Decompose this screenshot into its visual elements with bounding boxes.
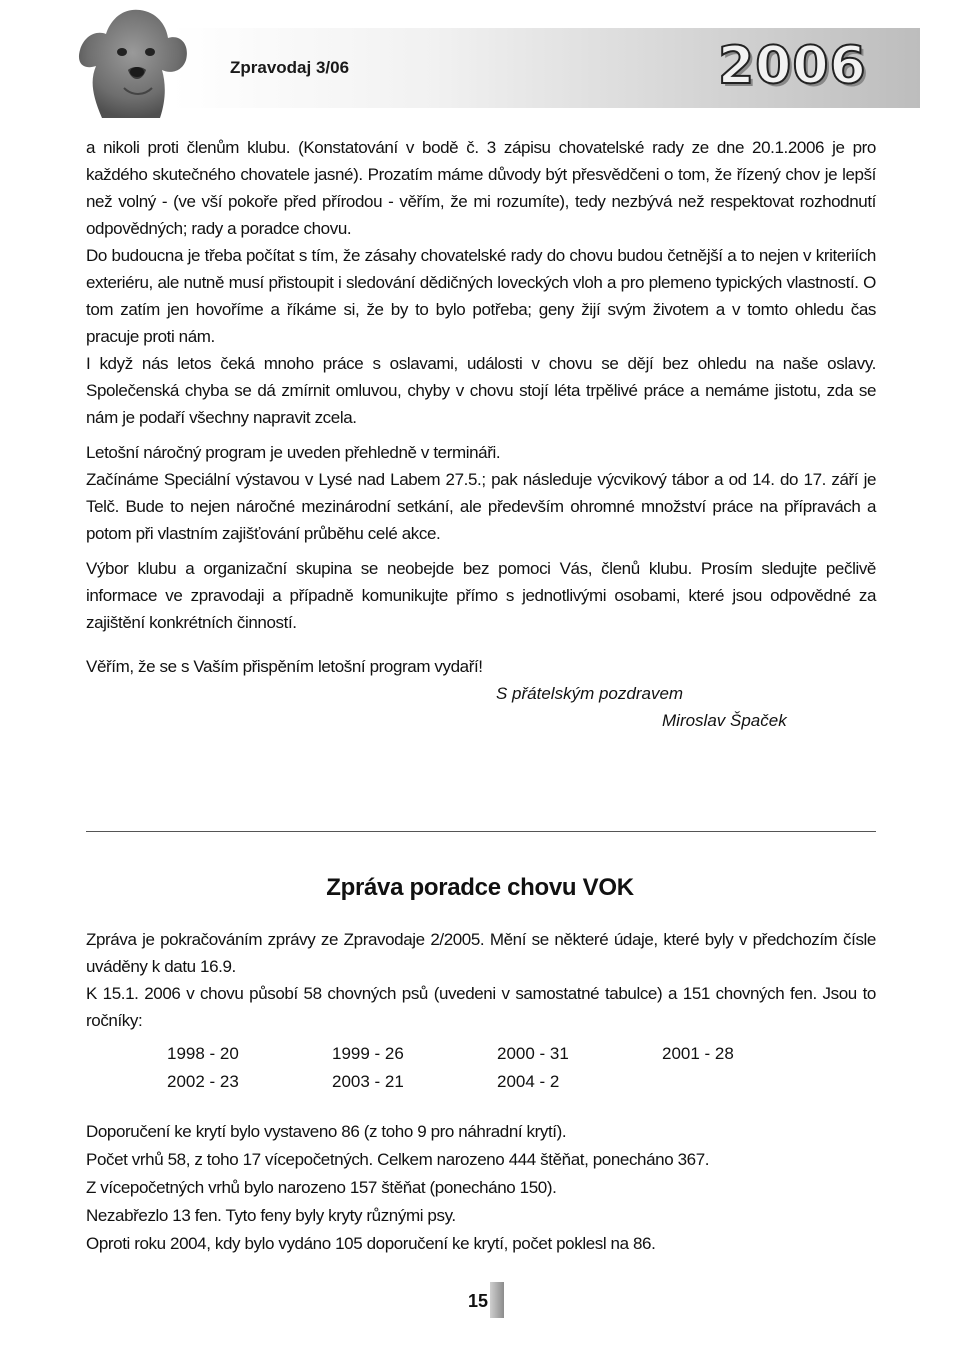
year-count: 2000 - 31: [497, 1044, 569, 1063]
letter-paragraph: Letošní náročný program je uveden přehledně v termináři.: [86, 443, 501, 462]
letter-paragraph: I když nás letos čeká mnoho práce s oslavami, události v chovu se dějí bez ohledu na naše oslavy. Společenská chyba se dá zmírnit omluvou, chyby v chovu stojí léta trpělivé práce a nemáme jistotu, zda se nám je podaří všechny napravit zcela.: [86, 354, 876, 427]
letter-paragraph: Věřím, že se s Vaším přispěním letošní program vydaří!: [86, 657, 483, 676]
report-intro: Zpráva je pokračováním zprávy ze Zpravodaje 2/2005. Mění se některé údaje, které byly v předchozím čísle uváděny k datu 16.9.: [86, 930, 876, 976]
section-divider: [86, 831, 876, 832]
year-title: 2006: [718, 36, 867, 96]
section-title: Zpráva poradce chovu VOK: [326, 874, 634, 901]
letter-body: [86, 134, 876, 734]
report-body: [86, 926, 876, 1258]
dog-photo: [62, 0, 202, 118]
letter-paragraph: a nikoli proti členům klubu. (Konstatování v bodě č. 3 zápisu chovatelské rady ze dne 20.1.2006 je pro každého skutečného chovatele jasné). Prozatím máme důvody být přesvědčeni o tom, že řízený chov je lepší než volný - (ve vší pokoře před přírodou - věřím, že mi rozumíte), tedy nezbývá než respektovat rozhodnutí odpovědných; rady a poradce chovu.: [86, 138, 876, 238]
publication-title: Zpravodaj 3/06: [230, 58, 350, 77]
year-count: 2001 - 28: [662, 1044, 734, 1063]
report-summary: K 15.1. 2006 v chovu působí 58 chovných psů (uvedeni v samostatné tabulce) a 151 chovných fen. Jsou to ročníky:: [86, 984, 876, 1030]
letter-paragraph: Začínáme Speciální výstavou v Lysé nad Labem 27.5.; pak následuje výcvikový tábor a od 14. do 17. září je Telč. Bude to nejen náročné mezinárodní setkání, ale především ohromné množství práce na přípravách a potom při vlastním zajišťování průběhu celé akce.: [86, 470, 876, 543]
stats-line: Oproti roku 2004, kdy bylo vydáno 105 doporučení ke krytí, počet poklesl na 86.: [86, 1234, 656, 1253]
year-table: [167, 1040, 876, 1096]
stats-line: Počet vrhů 58, z toho 17 vícepočetných. Celkem narozeno 444 štěňat, ponecháno 367.: [86, 1150, 710, 1169]
signature: Miroslav Špaček: [662, 711, 787, 730]
closing-line: S přátelským pozdravem: [496, 684, 684, 703]
stats-list: [86, 1118, 876, 1258]
year-count: 2004 - 2: [497, 1072, 560, 1091]
stats-line: Nezabřezlo 13 fen. Tyto feny byly kryty různými psy.: [86, 1206, 456, 1225]
page-number: 15: [468, 1291, 489, 1311]
letter-paragraph: Do budoucna je třeba počítat s tím, že zásahy chovatelské rady do chovu budou četnější a to nejen v kriteriích exteriéru, ale nutně musí přistoupit i sledování dědičných loveckých vloh a pro plemeno typických vlastností. O tom zatím jen hovoříme a říkáme si, že by to bylo potřeba; geny žijí svým životem a v tomto ohledu čas pracuje proti nám.: [86, 246, 876, 346]
year-count: 2002 - 23: [167, 1072, 239, 1091]
stats-line: Doporučení ke krytí bylo vystaveno 86 (z toho 9 pro náhradní krytí).: [86, 1122, 567, 1141]
stats-line: Z vícepočetných vrhů bylo narozeno 157 štěňat (ponecháno 150).: [86, 1178, 557, 1197]
letter-paragraph: Výbor klubu a organizační skupina se neobejde bez pomoci Vás, členů klubu. Prosím sledujte pečlivě informace ve zpravodaji a případně komunikujte přímo s jednotlivými osobami, které jsou odpovědné za zajištění konkrétních činností.: [86, 559, 876, 632]
year-count: 1999 - 26: [332, 1044, 404, 1063]
year-count: 1998 - 20: [167, 1044, 239, 1063]
year-count: 2003 - 21: [332, 1072, 404, 1091]
